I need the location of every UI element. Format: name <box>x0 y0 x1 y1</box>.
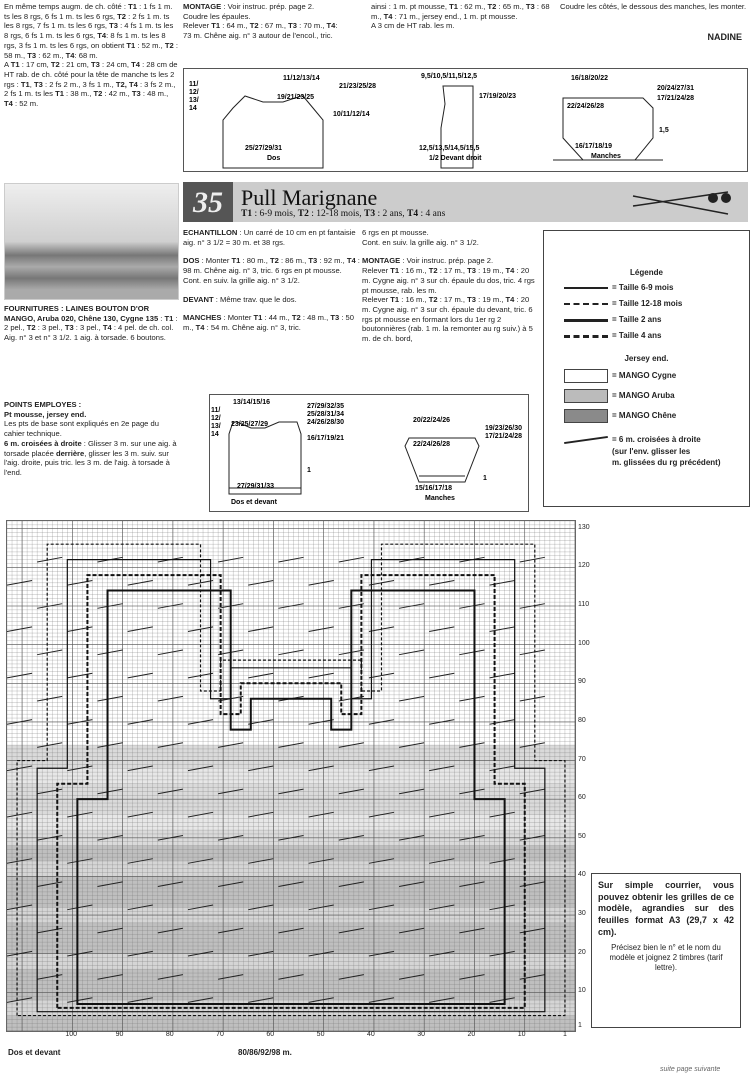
col-label-1: 1 <box>562 1031 567 1038</box>
manches-right-top: 20/24/27/31 <box>657 85 694 92</box>
model-title: Pull Marignane <box>241 185 378 210</box>
row-label-60: 60 <box>578 794 586 802</box>
legend-cable-note-1: (sur l'env. glisser les <box>612 447 691 456</box>
stitches-text: POINTS EMPLOYES : Pt mousse, jersey end. Les pts de base sont expliqués en 2e page du cahier technique. 6 m. croisées à droite : Glisser 3 m. sur une aig. à torsade placée derrière, glisser les 3 m. suiv. sur l'aig. droite, puis tric. les 3 m. de l'aig. à torsade à l'end. <box>4 400 177 478</box>
dos-shoulder-label: 19/21/23/25 <box>277 94 314 101</box>
chart-stitch-count: 80/86/92/98 m. <box>238 1048 292 1057</box>
manches-top-label: 16/18/20/22 <box>571 75 608 82</box>
row-label-40: 40 <box>578 871 586 879</box>
manches-cuff-h: 1,5 <box>659 127 669 134</box>
devant-top-label: 9,5/10,5/11,5/12,5 <box>421 73 478 80</box>
col-label-40: 40 <box>366 1031 375 1038</box>
row-label-50: 50 <box>578 832 586 840</box>
col-label-20: 20 <box>467 1031 476 1038</box>
body-left-4: 14 <box>211 431 219 438</box>
body-armhole: 16/17/19/21 <box>307 435 344 442</box>
legend-cable-note-2: m. glissées du rg précédent) <box>612 458 721 467</box>
col-label-90: 90 <box>115 1031 124 1038</box>
manches2-top: 20/22/24/26 <box>413 417 450 424</box>
row-label-1: 1 <box>578 1022 582 1030</box>
manches-label: Manches <box>591 153 621 160</box>
body-shoulder-label: 23/25/27/29 <box>231 421 268 428</box>
legend-size-3: = Taille 2 ans <box>564 315 661 325</box>
legend-size-2: = Taille 12-18 mois <box>564 299 682 309</box>
model-number: 35 <box>183 182 233 222</box>
row-label-30: 30 <box>578 910 586 918</box>
body-width: 27/29/31/33 <box>237 483 274 490</box>
top-text-col1: En même temps augm. de ch. côté : T1 : 1 fs 1 m. ts les 8 rgs, 6 fs 1 m. ts les 6 rgs, T2 : 2 fs 1 m. ts les 8 rgs, 7 fs 1 m. ts les 6 rgs, T3 : 4 fs 1 m. ts les 8 rgs, 6 fs 1 m. ts les 6 rgs, T4: 8 fs 1 m. ts les 8 rgs, 3 fs 1 m. ts les 6 rgs, on obtient T1 : 52 m., T2 : 58 m., T3 : 62 m., T4: 68 m. A T1 : 17 cm, T2 : 21 cm, T3 : 24 cm, T4 : 28 cm de HT rab. de ch. côté pour la tête de manche ts les 2 rgs : T1, T3 : 2 fs 2 m., 3 fs 1 m., T2, T4 : 3 fs 2 m., 2 fs 1 m. ts les T1 : 38 m., T2 : 42 m., T3 : 48 m., T4 : 52 m. <box>4 2 178 109</box>
dos-left-3: 13/ <box>189 97 199 104</box>
body-left-2: 12/ <box>211 415 221 422</box>
legend-box <box>543 230 750 507</box>
top-text-col2: MONTAGE : Voir instruc. prép. page 2. Coudre les épaules. Relever T1 : 64 m., T2 : 67 m., T3 : 70 m., T4: 73 m. Chêne aig. n° 3 autour de l'encol., tric. <box>183 2 338 41</box>
manches2-right-top: 19/23/26/30 <box>485 425 522 432</box>
mail-offer-note: Précisez bien le n° et le nom du modèle et joignez 2 timbres (tarif lettre). <box>609 943 723 973</box>
col-label-30: 30 <box>417 1031 425 1038</box>
mail-offer-box <box>591 873 741 1028</box>
schematic-pull-marignane <box>209 394 529 512</box>
devant-label: 1/2 Devant droit <box>429 155 482 162</box>
manches2-label: Manches <box>425 495 455 502</box>
legend-size-4: = Taille 4 ans <box>564 331 661 341</box>
body-left-3: 13/ <box>211 423 221 430</box>
col-label-100: 100 <box>65 1031 78 1038</box>
manches2-right-mid: 17/21/24/28 <box>485 433 522 440</box>
manches2-width: 22/24/26/28 <box>413 441 450 448</box>
continued-note: suite page suivante <box>660 1066 721 1073</box>
manches2-cuff: 15/16/17/18 <box>415 485 452 492</box>
col-label-10: 10 <box>517 1031 526 1038</box>
devant-width-label: 12,5/13,5/14,5/15,5 <box>419 145 480 152</box>
body-rib: 1 <box>307 467 311 474</box>
body-h3: 24/26/28/30 <box>307 419 344 426</box>
legend-size-1: = Taille 6-9 mois <box>564 283 673 293</box>
model-sizes: T1 : 6-9 mois, T2 : 12-18 mois, T3 : 2 ans, T4 : 4 ans <box>241 209 446 219</box>
knitting-chart-svg <box>7 521 575 1031</box>
dos-label: Dos <box>267 155 281 162</box>
row-label-10: 10 <box>578 987 586 995</box>
manches2-rib: 1 <box>483 475 487 482</box>
row-label-100: 100 <box>578 639 590 647</box>
knitting-chart <box>6 520 576 1032</box>
legend-jersey-title: Jersey end. <box>624 354 669 363</box>
legend-title: Légende <box>630 268 663 277</box>
row-label-70: 70 <box>578 755 586 763</box>
col-label-60: 60 <box>266 1031 275 1038</box>
model-banner <box>183 182 748 222</box>
row-label-130: 130 <box>578 523 590 531</box>
manches-width-label: 22/24/26/28 <box>567 103 604 110</box>
materials-text: FOURNITURES : LAINES BOUTON D'OR MANGO, Aruba 020, Chêne 130, Cygne 135 : T1 : 2 pel., T2 : 3 pel., T3 : 3 pel., T4 : 4 pel. de ch. col. Aig. n° 3 et n° 3 1/2. 1 aig. à torsade. 6 boutons. <box>4 304 178 343</box>
dos-neck-label: 11/12/13/14 <box>283 75 320 82</box>
chart-dos-label: Dos et devant <box>8 1048 61 1057</box>
col-label-70: 70 <box>216 1031 224 1038</box>
row-label-120: 120 <box>578 562 590 570</box>
col-label-50: 50 <box>316 1031 325 1038</box>
instructions-col3: 6 rgs en pt mousse. Cont. en suiv. la grille aig. n° 3 1/2. MONTAGE : Voir instruc. prép. page 2. Relever T1 : 16 m., T2 : 17 m., T3 : 19 m., T4 : 20 m. Cygne aig. n° 3 sur ch. épaule du dos, tric. 4 rgs pt mousse, rab. les m. Relever T1 : 16 m., T2 : 17 m., T3 : 19 m., T4 : 20 m. Cygne aig. n° 3 sur ch. épaule du devant, tric. 6 rgs pt mousse en formant lors du 1er rg 2 boutonnières (rab. 1 m. la remonter au rg suiv.) à 5 m. de ch. bord, <box>362 228 535 344</box>
garment-photo <box>4 183 179 300</box>
body-h1: 27/29/32/35 <box>307 403 344 410</box>
body-label: Dos et devant <box>231 499 277 506</box>
devant-height-label: 17/19/20/23 <box>479 93 516 100</box>
legend-color-cygne: = MANGO Cygne <box>564 369 676 383</box>
dos-height-label: 21/23/25/28 <box>339 83 376 90</box>
body-neck-label: 13/14/15/16 <box>233 399 270 406</box>
legend-color-chene: = MANGO Chêne <box>564 409 676 423</box>
row-label-90: 90 <box>578 678 586 686</box>
row-label-20: 20 <box>578 948 586 956</box>
legend-color-aruba: = MANGO Aruba <box>564 389 675 403</box>
dos-left-4: 14 <box>189 105 197 112</box>
row-label-80: 80 <box>578 716 586 724</box>
dos-width-label: 25/27/29/31 <box>245 145 282 152</box>
schematic-previous-model <box>183 68 748 172</box>
designer-signature: NADINE <box>707 32 742 42</box>
manches-cuff-width: 16/17/18/19 <box>575 143 612 150</box>
row-label-110: 110 <box>578 601 590 608</box>
body-h2: 25/28/31/34 <box>307 411 344 418</box>
mail-offer-text: Sur simple courrier, vous pouvez obtenir les grilles de ce modèle, agrandies sur des feuilles format A3 (29,7 x 42 cm). <box>598 880 734 937</box>
needles-yarn-icon <box>628 186 738 218</box>
instructions-col2: ECHANTILLON : Un carré de 10 cm en pt fantaisie aig. n° 3 1/2 = 30 m. et 38 rgs. DOS : Monter T1 : 80 m., T2 : 86 m., T3 : 92 m., T4 : 98 m. Chêne aig. n° 3, tric. 6 rgs en pt mousse. Cont. en suiv. la grille aig. n° 3 1/2. DEVANT : Même trav. que le dos. MANCHES : Monter T1 : 44 m., T2 : 48 m., T3 : 50 m., T4 : 54 m. Chêne aig. n° 3, tric. <box>183 228 360 333</box>
top-text-col3: ainsi : 1 m. pt mousse, T1 : 62 m., T2 : 65 m., T3 : 68 m., T4 : 71 m., jersey end., 1 m. pt mousse. A 3 cm de HT rab. les m. <box>371 2 550 31</box>
dos-armhole-label: 10/11/12/14 <box>333 111 370 118</box>
legend-cable: = 6 m. croisées à droite <box>564 435 701 445</box>
top-text-col4: Coudre les côtés, le dessous des manches, les monter. <box>560 2 747 11</box>
dos-left-1: 11/ <box>189 81 199 88</box>
body-left-1: 11/ <box>211 407 221 414</box>
dos-left-2: 12/ <box>189 89 199 96</box>
col-label-80: 80 <box>165 1031 174 1038</box>
manches-right-mid: 17/21/24/28 <box>657 95 694 102</box>
